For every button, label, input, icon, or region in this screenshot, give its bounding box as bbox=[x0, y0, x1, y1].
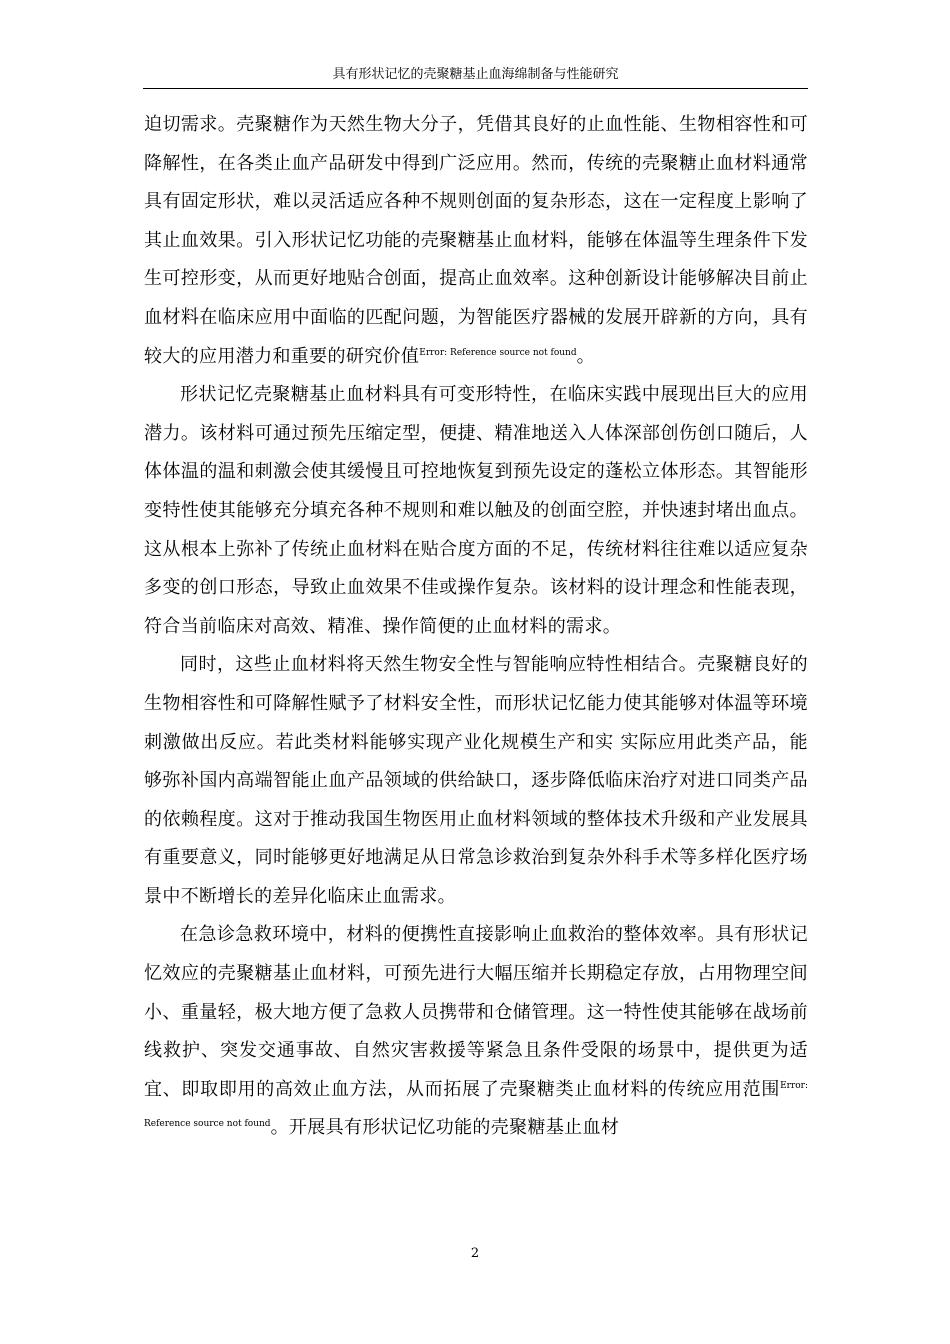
paragraph bbox=[144, 376, 808, 646]
page-number: 2 bbox=[470, 1246, 480, 1261]
body-text bbox=[144, 106, 808, 1148]
reference-error: Error: Reference source not found bbox=[144, 1080, 808, 1130]
paragraph bbox=[144, 106, 808, 376]
reference-error: Error: Reference source not found bbox=[419, 347, 577, 358]
paragraph bbox=[144, 916, 808, 1148]
paragraph-text: 同时，这些止血材料将天然生物安全性与智能响应特性相结合。壳聚糖良好的生物相容性和可降解性赋予了材料安全性，而形状记忆能力使其能够对体温等环境刺激做出反应。若此类材料能够实现产业化规模生产和实 实际应用此类产品，能够弥补国内高端智能止血产品领域的供给缺口，逐步降低临床治疗对进口同类产品的依赖程度。这对于推动我国生物医用止血材料领域的整体技术升级和产业发展具有重要意义，同时能够更好地满足从日常急诊救治到复杂外科手术等多样化医疗场景中不断增长的差异化临床止血需求。 bbox=[144, 654, 808, 907]
paragraph-text: 形状记忆壳聚糖基止血材料具有可变形特性，在临床实践中展现出巨大的应用潜力。该材料可通过预先压缩定型，便捷、精准地送入人体深部创伤创口随后，人体体温的温和刺激会使其缓慢且可控地恢复到预先设定的蓬松立体形态。其智能形变特性使其能够充分填充各种不规则和难以触及的创面空腔，并快速封堵出血点。这从根本上弥补了传统止血材料在贴合度方面的不足，传统材料往往难以适应复杂多变的创口形态，导致止血效果不佳或操作复杂。该材料的设计理念和性能表现，符合当前临床对高效、精准、操作简便的止血材料的需求。 bbox=[144, 384, 808, 637]
paragraph-text: 。开展具有形状记忆功能的壳聚糖基止血材 bbox=[270, 1117, 620, 1139]
paragraph-text: 。 bbox=[576, 345, 595, 367]
header-title: 具有形状记忆的壳聚糖基止血海绵制备与性能研究 bbox=[332, 67, 619, 82]
paragraph-text: 在急诊急救环境中，材料的便携性直接影响止血救治的整体效率。具有形状记忆效应的壳聚糖基止血材料，可预先进行大幅压缩并长期稳定存放，占用物理空间小、重量轻，极大地方便了急救人员携带和仓储管理。这一特性使其能够在战场前线救护、突发交通事故、自然灾害救援等紧急且条件受限的场景中，提供更为适宜、即取即用的高效止血方法，从而拓展了壳聚糖类止血材料的传统应用范围 bbox=[144, 924, 808, 1100]
paragraph-text: 迫切需求。壳聚糖作为天然生物大分子，凭借其良好的止血性能、生物相容性和可降解性，在各类止血产品研发中得到广泛应用。然而，传统的壳聚糖止血材料通常具有固定形状，难以灵活适应各种不规则创面的复杂形态，这在一定程度上影响了其止血效果。引入形状记忆功能的壳聚糖基止血材料，能够在体温等生理条件下发生可控形变，从而更好地贴合创面，提高止血效率。这种创新设计能够解决目前止血材料在临床应用中面临的匹配问题，为智能医疗器械的发展开辟新的方向，具有较大的应用潜力和重要的研究价值 bbox=[144, 114, 808, 367]
paragraph bbox=[144, 646, 808, 916]
running-header bbox=[143, 66, 808, 89]
